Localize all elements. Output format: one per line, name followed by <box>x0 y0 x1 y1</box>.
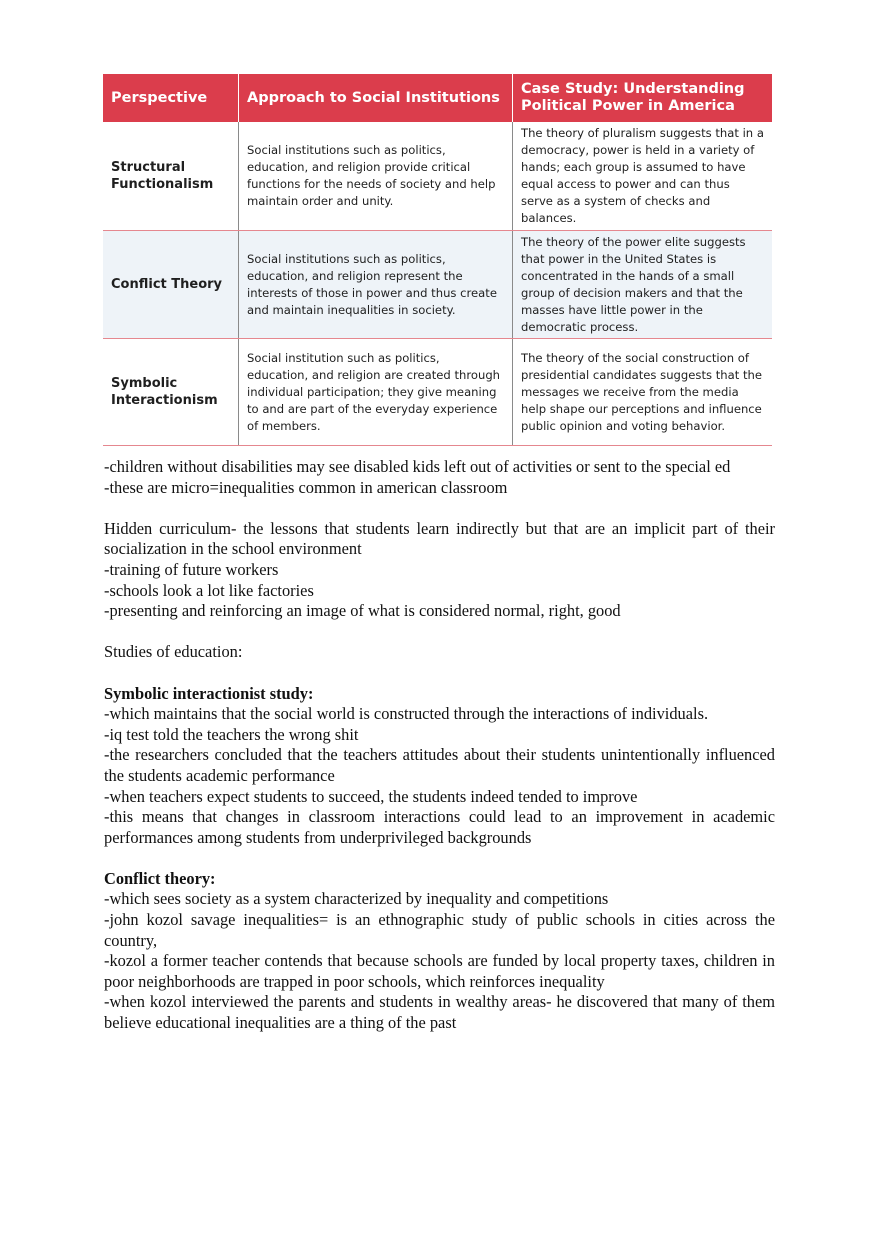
row-approach: Social institution such as politics, education, and religion are created through individual participation; they give meaning to and are part of the everyday experience of members. <box>239 339 513 446</box>
table-header-row <box>103 74 772 122</box>
row-case-study: The theory of pluralism suggests that in a democracy, power is held in a variety of hands; each group is assumed to have equal access to power and can thus serve as a system of checks and balances. <box>513 122 773 231</box>
table-row <box>103 339 772 446</box>
conflict-theory-heading: Conflict theory: <box>104 868 216 888</box>
note-line: -iq test told the teachers the wrong shit <box>104 724 359 744</box>
hidden-curriculum-definition: Hidden curriculum- the lessons that students learn indirectly but that are an implicit part of their socialization in the school environment <box>104 518 775 559</box>
notes-body <box>104 457 775 1034</box>
row-approach: Social institutions such as politics, education, and religion provide critical functions for the needs of society and help maintain order and unity. <box>239 122 513 231</box>
perspectives-table <box>103 74 772 446</box>
row-perspective: Conflict Theory <box>103 231 239 339</box>
note-line: -when teachers expect students to succeed, the students indeed tended to improve <box>104 786 638 806</box>
note-line: -kozol a former teacher contends that because schools are funded by local property taxes, children in poor neighborhoods are trapped in poor schools, which reinforces inequality <box>104 951 775 991</box>
note-line: -these are micro=inequalities common in american classroom <box>104 477 508 497</box>
row-perspective: Symbolic Interactionism <box>103 339 239 446</box>
note-line: -schools look a lot like factories <box>104 580 314 600</box>
row-perspective: Structural Functionalism <box>103 122 239 231</box>
note-line: -john kozol savage inequalities= is an ethnographic study of public schools in cities across the country, <box>104 910 775 950</box>
note-line: -this means that changes in classroom interactions could lead to an improvement in academic performances among students from underprivileged backgrounds <box>104 807 775 847</box>
note-line: -presenting and reinforcing an image of what is considered normal, right, good <box>104 601 621 621</box>
table-row <box>103 122 772 231</box>
note-line: -when kozol interviewed the parents and students in wealthy areas- he discovered that many of them believe educational inequalities are a thing of the past <box>104 992 775 1033</box>
header-approach: Approach to Social Institutions <box>239 74 513 122</box>
header-perspective: Perspective <box>103 74 239 122</box>
table-row <box>103 231 772 339</box>
note-line: -training of future workers <box>104 559 279 579</box>
row-approach: Social institutions such as politics, education, and religion represent the interests of those in power and thus create and maintain inequalities in society. <box>239 231 513 339</box>
header-case-study: Case Study: Understanding Political Power in America <box>513 74 773 122</box>
note-line: -children without disabilities may see disabled kids left out of activities or sent to the special ed <box>104 457 731 476</box>
row-case-study: The theory of the power elite suggests that power in the United States is concentrated in the hands of a small group of decision makers and that the masses have little power in the democratic process. <box>513 231 773 339</box>
note-line: -which sees society as a system characterized by inequality and competitions <box>104 889 609 909</box>
row-case-study: The theory of the social construction of presidential candidates suggests that the messages we receive from the media help shape our perceptions and influence public opinion and voting behavior. <box>513 339 773 446</box>
symbolic-study-heading: Symbolic interactionist study: <box>104 683 314 703</box>
studies-heading: Studies of education: <box>104 642 243 662</box>
note-line: -which maintains that the social world is constructed through the interactions of individuals. <box>104 704 709 724</box>
note-line: -the researchers concluded that the teachers attitudes about their students unintentionally influenced the students academic performance <box>104 745 775 785</box>
